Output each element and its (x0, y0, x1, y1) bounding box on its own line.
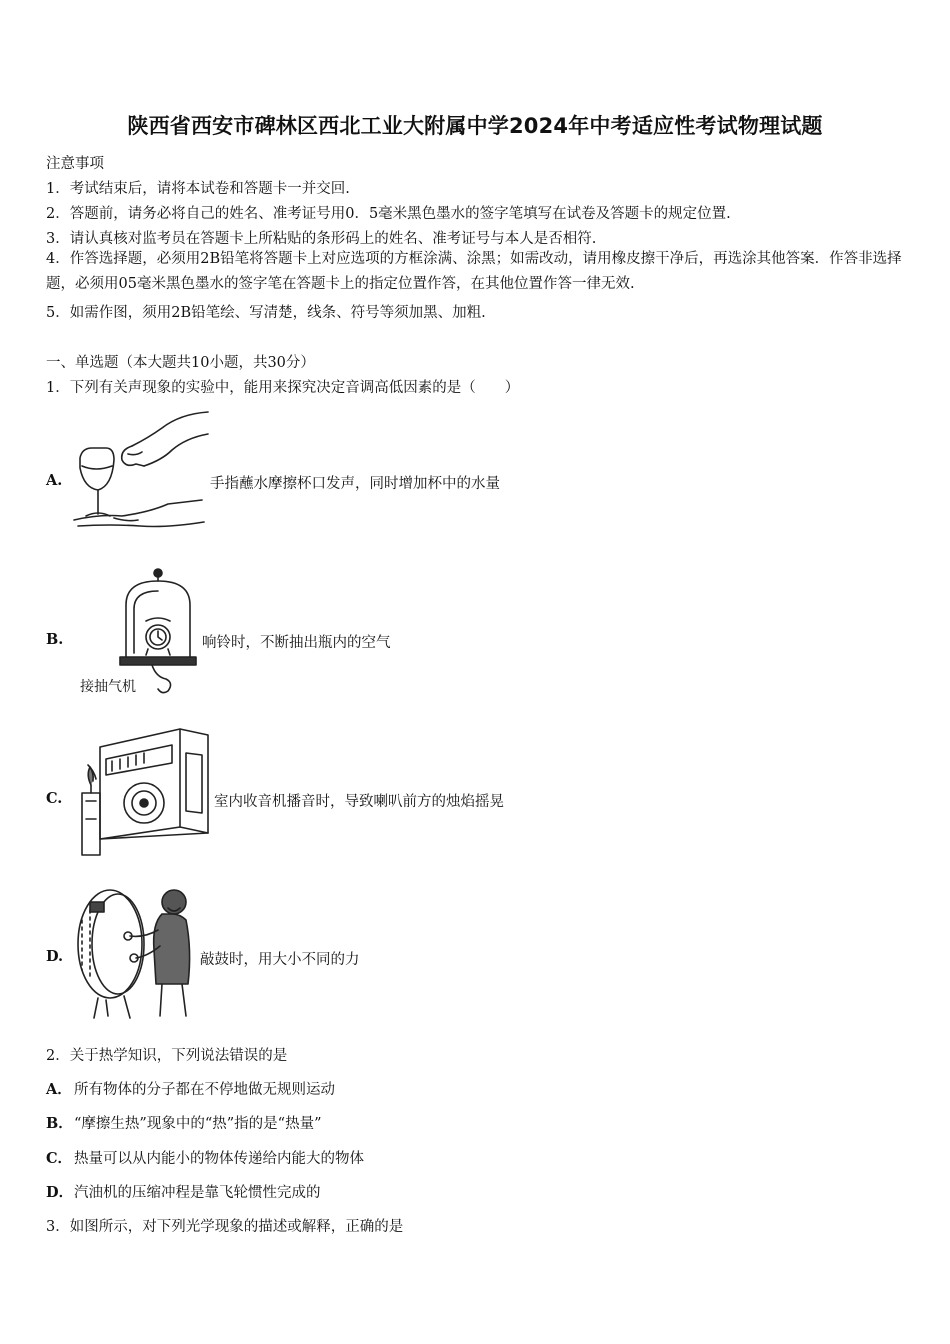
q2-option-a-letter: A． (46, 1081, 72, 1098)
hand-wineglass-illustration (70, 408, 210, 538)
q1-option-d-letter: D. (46, 948, 64, 965)
q1-option-b-text: 响铃时，不断抽出瓶内的空气 (202, 635, 391, 651)
question-3-stem: 3．如图所示，对下列光学现象的描述或解释，正确的是 (46, 1219, 404, 1235)
q2-option-a-text: 所有物体的分子都在不停地做无规则运动 (74, 1082, 335, 1098)
q2-option-d-text: 汽油机的压缩冲程是靠飞轮惯性完成的 (74, 1185, 321, 1201)
notice-item-2: 2．答题前，请务必将自己的姓名、准考证号用0．5毫米黑色墨水的签字笔填写在试卷及答题卡的规定位置. (46, 206, 731, 222)
notice-item-1: 1．考试结束后，请将本试卷和答题卡一并交回. (46, 181, 350, 197)
q1-option-c-letter: C. (46, 790, 63, 807)
q2-option-c-letter: C． (46, 1150, 73, 1167)
notice-item-4: 4．作答选择题，必须用2B铅笔将答题卡上对应选项的方框涂满、涂黑；如需改动，请用橡皮擦干净后，再选涂其他答案．作答非选择题，必须用05毫米黑色墨水的签字笔在答题卡上的指定位置作答，在其他位置作答一律无效. (46, 251, 902, 292)
question-1-stem: 1．下列有关声现象的实验中，能用来探究决定音调高低因素的是（ ） (46, 380, 520, 396)
section-heading: 一、单选题（本大题共10小题，共30分） (46, 355, 315, 371)
notice-heading: 注意事项 (46, 156, 104, 172)
q1-option-a-text: 手指蘸水摩擦杯口发声，同时增加杯中的水量 (210, 476, 500, 492)
q2-option-c-text: 热量可以从内能小的物体传递给内能大的物体 (74, 1151, 364, 1167)
q1-option-b-letter: B. (46, 631, 64, 648)
drummer-illustration (68, 880, 198, 1020)
q1-option-a-letter: A. (46, 472, 63, 489)
radio-candle-illustration (74, 723, 214, 863)
notice-item-5: 5．如需作图，须用2B铅笔绘、写清楚，线条、符号等须加黑、加粗. (46, 305, 486, 321)
question-2-stem: 2．关于热学知识，下列说法错误的是 (46, 1048, 288, 1064)
q1-option-d-text: 敲鼓时，用大小不同的力 (200, 952, 360, 968)
page-title: 陕西省西安市碑林区西北工业大附属中学2024年中考适应性考试物理试题 (127, 114, 823, 138)
q2-option-d-letter: D． (46, 1184, 74, 1201)
q1-option-c-text: 室内收音机播音时，导致喇叭前方的烛焰摇晃 (214, 794, 504, 810)
bell-jar-label: 接抽气机 (80, 679, 136, 695)
q2-option-b-text: “摩擦生热”现象中的“热”指的是“热量” (74, 1116, 322, 1132)
q2-option-b-letter: B． (46, 1115, 73, 1132)
notice-item-3: 3．请认真核对监考员在答题卡上所粘贴的条形码上的姓名、准考证号与本人是否相符. (46, 231, 597, 247)
